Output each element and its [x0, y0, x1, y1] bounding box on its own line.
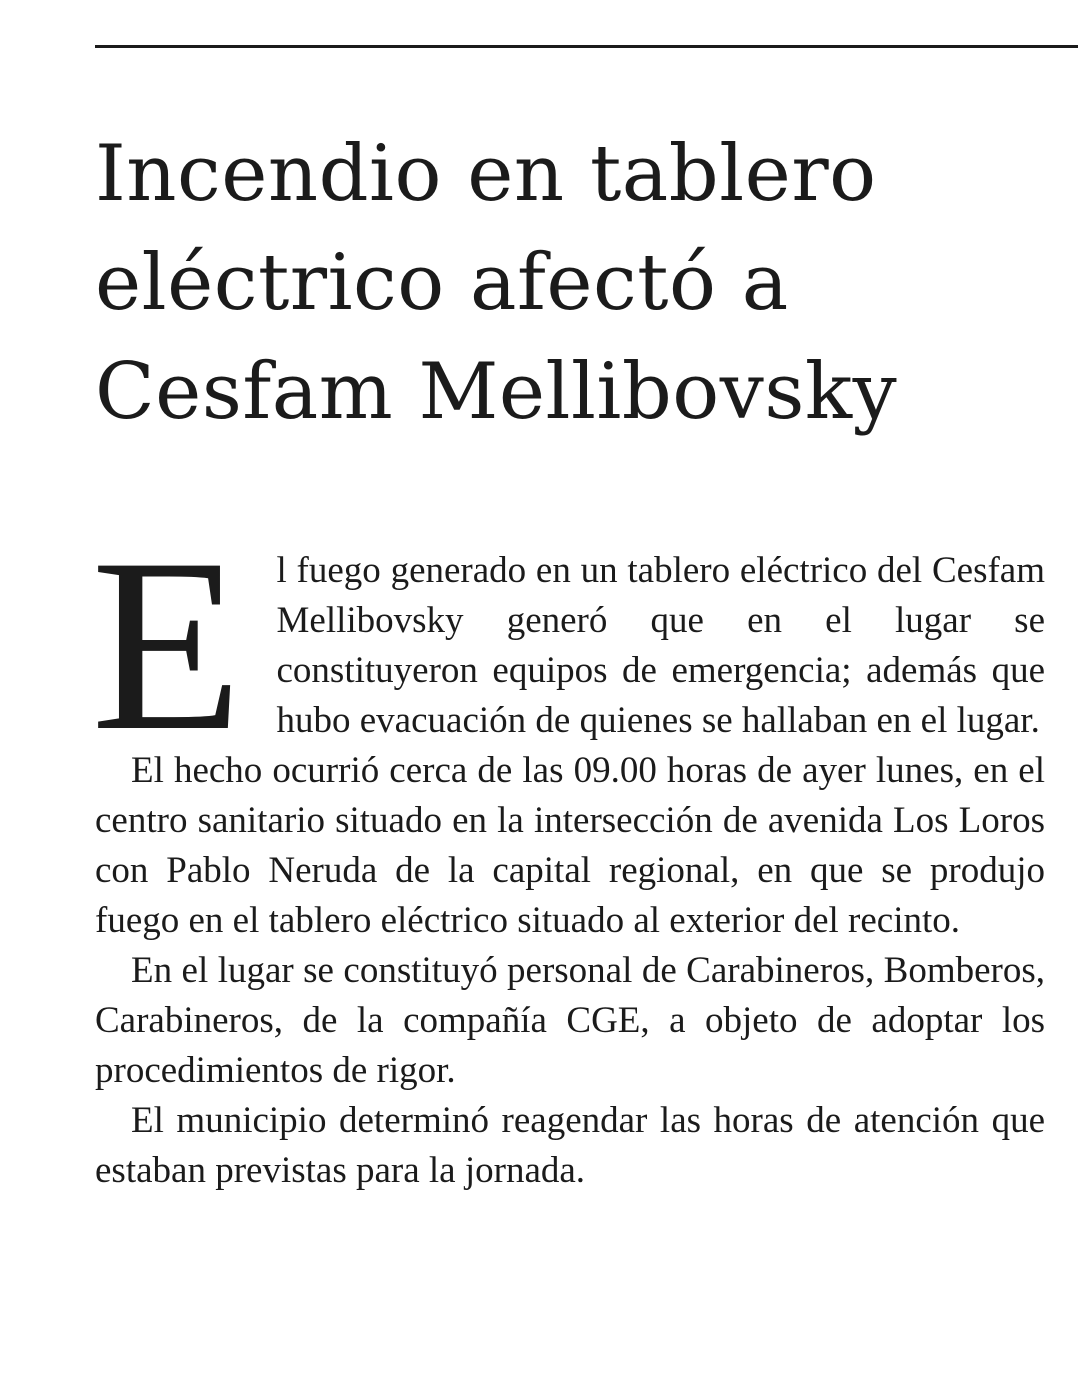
article-headline	[95, 120, 1055, 447]
drop-cap: E	[91, 507, 243, 782]
headline-line-2: eléctrico afectó a	[95, 238, 789, 328]
paragraph-4: El municipio determinó reagendar las horas de atención que estaban previstas para la jornada.	[95, 1100, 1045, 1191]
paragraph-2: El hecho ocurrió cerca de las 09.00 horas de ayer lunes, en el centro sanitario situado en la intersección de avenida Los Loros con Pablo Neruda de la capital regional, en que se produjo fuego en el tablero eléctrico situado al exterior del recinto.	[95, 750, 1045, 941]
headline-line-1: Incendio en tablero	[95, 129, 877, 219]
paragraph-1	[91, 507, 1045, 782]
paragraph-3: En el lugar se constituyó personal de Carabineros, Bomberos, Carabineros, de la compañía CGE, a objeto de adoptar los procedimientos de rigor.	[95, 950, 1045, 1091]
paragraph-1-text: l fuego generado en un tablero eléctrico del Cesfam Mellibovsky generó que en el lugar se constituyeron equipos de emergencia; además que hubo evacuación de quienes se hallaban en el lugar.	[276, 550, 1045, 741]
top-rule	[95, 45, 1078, 48]
article-body	[91, 507, 1045, 1196]
headline-line-3: Cesfam Mellibovsky	[95, 347, 898, 437]
